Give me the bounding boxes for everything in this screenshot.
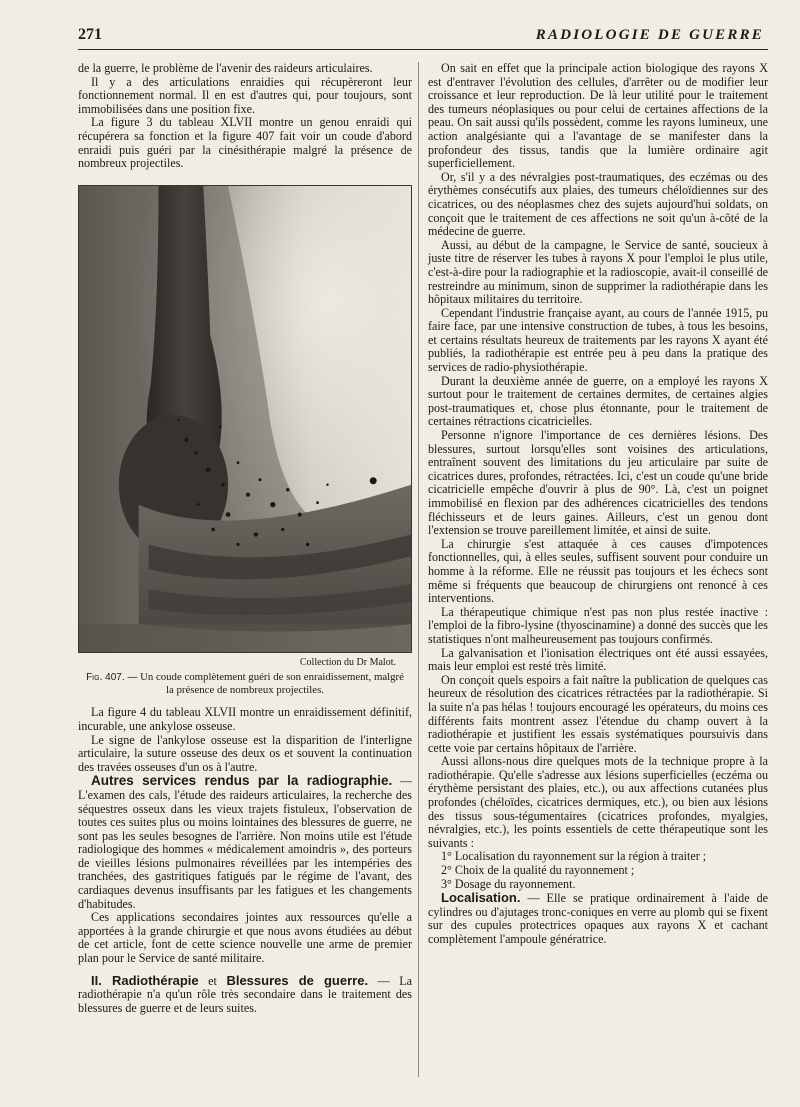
paragraph: La figure 4 du tableau XLVII montre un enraidissement définitif, incurable, une ankylose osseuse. bbox=[78, 705, 412, 733]
section-body: — L'examen des cals, l'étude des raideurs articulaires, la recherche des séquestres osseux dans les vieux trajets fistuleux, l'observation de toutes ces suites plus ou moins lointaines des blessures de guerre, ne sont pas les seules besognes de l'arrière. Non moins utile est l'étude radiologique des hommes « médicalement amoindris », des porteurs de vieilles lésions pulmonaires réveillées par les intempéries des tranchées, des gastritiques fatigués par le régime de l'avant, des cardiaques devenus insuffisants par les fatigues et les changements d'habitudes. bbox=[78, 774, 412, 911]
figure-caption-text: Un coude complètement guéri de son enraidissement, malgré la présence de nombreux projectiles. bbox=[140, 671, 404, 697]
paragraph: On conçoit quels espoirs a fait naître la publication de quelques cas heureux de résolution des cicatrices rétractées par la radiothérapie. Si la suite n'a pas hélas ! toujours encouragé les opérateurs, du moins ces différents faits montrent assez l'étendue du champ ouvert à la radiothérapie et justifient les essais systématiques poursuivis dans cette voie par certains hôpitaux de l'arrière. bbox=[428, 672, 768, 755]
paragraph: Ces applications secondaires jointes aux ressources qu'elle a apportées à la grande chirurgie et que nous avons étudiées au début de cet article, font de cette science nouvelle une arme de premier plan pour le Service de santé militaire. bbox=[78, 910, 412, 966]
paragraph: de la guerre, le problème de l'avenir des raideurs articulaires. bbox=[78, 61, 373, 75]
paragraph: La thérapeutique chimique n'est pas non plus restée inactive : l'emploi de la fibro-lysine (thyoscinamine) a donné des succès que les statistiques n'ont malheureusement pas toujours confirmés. bbox=[428, 604, 768, 646]
paragraph: La figure 3 du tableau XLVII montre un genou enraidi qui récupérera sa fonction et la figure 407 fait voir un coude d'abord enraidi puis guéri par la cinésithérapie malgré la présence de nombreux projectiles. bbox=[78, 115, 412, 171]
section-body: — Elle se pratique ordinairement à l'aide de cylindres ou d'ajutages tronc-coniques en verre au plomb qui se fixent sur des cupules protectrices opaques aux rayons X et cachant complètement l'ampoule génératrice. bbox=[428, 891, 768, 946]
figure-credit: Collection du Dr Malot. bbox=[299, 656, 396, 668]
page-header bbox=[78, 22, 768, 50]
paragraph: Durant la deuxième année de guerre, on a employé les rayons X surtout pour le traitement de certaines dermites, de certaines algies post-traumatiques et, chose plus étonnante, pour le traitement de certaines rétractions cicatricielles. bbox=[428, 373, 768, 429]
paragraph: Aussi allons-nous dire quelques mots de la technique propre à la radiothérapie. Qu'elle s'adresse aux lésions superficielles (eczéma ou érythème persistant des plaies, etc.), ou aux affections cutanées plus profondes (chéloïdes, cicatrices dermiques, etc.), ou bien aux lésions des tissus sous-tégumentaires (cicatrices profondes, myalgies, névralgies, etc.), les points essentiels de cette thérapeutique sont les suivants : bbox=[428, 754, 768, 850]
paragraph: Personne n'ignore l'importance de ces dernières lésions. Des blessures, surtout lorsqu'elles sont voisines des articulations, entraînent souvent des limitations du jeu articulaire par suite de cicatrices dures, profondes, rétractées. Ici, c'est un coude qu'une bride cicatricielle empêche d'ouvrir à plus de 90°. Là, c'est un poignet immobilisé en flexion par des adhérences cicatricielles des tendons fléchisseurs et de leurs gaines. Ailleurs, c'est un genou dont l'extension se trouve pareillement limitée, et ainsi de suite. bbox=[428, 428, 768, 538]
elbow-xray-image bbox=[78, 185, 412, 653]
figure-407 bbox=[78, 185, 412, 697]
section-title-autres-services: Autres services rendus par la radiographie. bbox=[91, 773, 393, 789]
list-item: 3° Dosage du rayonnement. bbox=[441, 876, 576, 891]
page-number: 271 bbox=[78, 26, 102, 43]
section-paragraph bbox=[78, 974, 412, 1016]
paragraph: Aussi, au début de la campagne, le Service de santé, soucieux à juste titre de réserver les tubes à rayons X pour l'emploi le plus utile, c'est-à-dire pour la radiographie et la radioscopie, avait-il conseillé de restreindre au minimum, sinon de supprimer la radiothérapie dans les hôpitaux militaires du territoire. bbox=[428, 237, 768, 307]
paragraph: Le signe de l'ankylose osseuse est la disparition de l'interligne articulaire, la suture osseuse des deux os et souvent la continuation des travées osseuses d'un os à l'autre. bbox=[78, 732, 412, 774]
paragraph: Il y a des articulations enraidies qui récupèreront leur fonctionnement normal. Il en est d'autres qui, pour toujours, sont immobilisées dans une position fixe. bbox=[78, 74, 412, 116]
right-column bbox=[428, 62, 768, 947]
list-item: 1° Localisation du rayonnement sur la région à traiter ; bbox=[441, 849, 707, 864]
left-column bbox=[78, 62, 412, 1015]
section-title-connector: et bbox=[208, 973, 217, 988]
figure-caption bbox=[82, 671, 408, 696]
column-divider bbox=[418, 62, 419, 1077]
paragraph: On sait en effet que la principale action biologique des rayons X est d'entraver l'évolution des cellules, d'arrêter ou de modifier leur croissance et leur reproduction. De là leur utilité pour le traitement des tumeurs néoplasiques ou pour celui de certaines affections de la peau. On sait aussi qu'ils possèdent, comme les rayons lumineux, une action analgésiante qui a l'avantage de se manifester dans la profondeur des tissus, tandis que la lumière ordinaire agit superficiellement. bbox=[428, 61, 768, 171]
paragraph: La chirurgie s'est attaquée à ces causes d'impotences fonctionnelles, qui, à elles seules, suffisent souvent pour conduire un homme à la réforme. Elle ne réussit pas toujours et les échecs sont même si fréquents que beaucoup de chirurgiens ont renoncé à ces interventions. bbox=[428, 536, 768, 606]
list-item: 2° Choix de la qualité du rayonnement ; bbox=[441, 863, 635, 878]
section-paragraph bbox=[78, 774, 412, 911]
running-title: RADIOLOGIE DE GUERRE bbox=[535, 27, 764, 43]
paragraph: Cependant l'industrie française ayant, au cours de l'année 1915, pu faire face, par une intensive construction de tubes, à tous les besoins, et certains résultats heureux de traitements par les rayons X ayant été publiés, la radiothérapie est entrée peu à peu dans la pratique des services de radio-physiothérapie. bbox=[428, 305, 768, 375]
figure-label: Fig. 407. — bbox=[86, 672, 138, 684]
paragraph: La galvanisation et l'ionisation électriques ont été aussi essayées, mais leur emploi est resté très limité. bbox=[428, 645, 768, 674]
section-paragraph bbox=[428, 891, 768, 946]
paragraph: Or, s'il y a des névralgies post-traumatiques, des eczémas ou des érythèmes consécutifs aux plaies, des tumeurs chéloïdiennes sur des cicatrices, ou des néoplasmes chez des sujets aujourd'hui soldats, on conçoit que le traitement de ces affections ne soit qu'un à-côté de la médecine de guerre. bbox=[428, 169, 768, 239]
section-title-blessures: Blessures de guerre. bbox=[226, 972, 369, 988]
section-body: — La radiothérapie n'a qu'un rôle très secondaire dans le traitement des blessures de guerre et de leurs suites. bbox=[78, 973, 412, 1015]
section-title-radiotherapie: II. Radiothérapie bbox=[91, 972, 199, 988]
section-title-localisation: Localisation. bbox=[441, 890, 521, 906]
